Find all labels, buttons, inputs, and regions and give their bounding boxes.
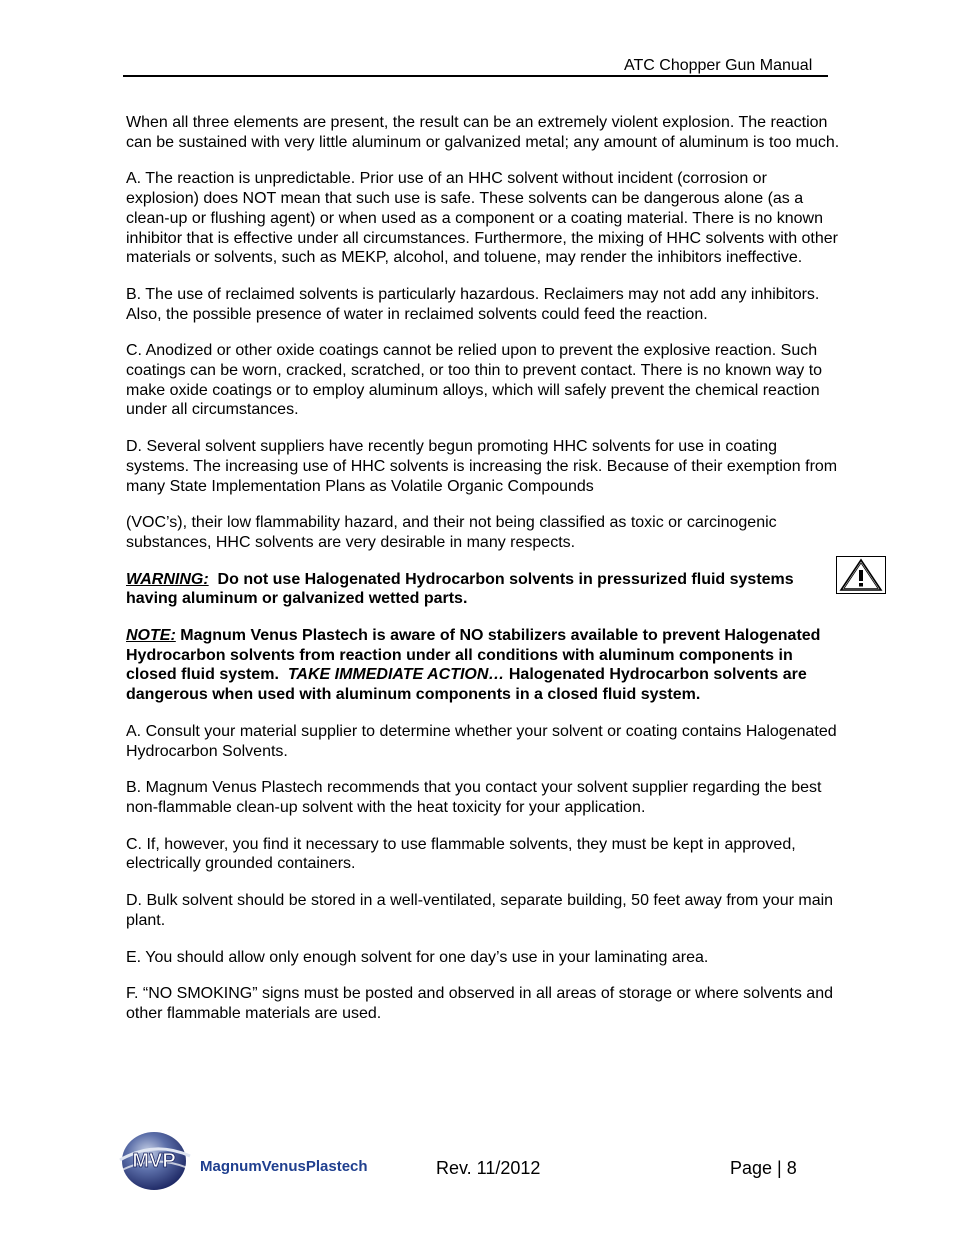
paragraph-intro: When all three elements are present, the result can be an extremely violent explosion. The reaction can be sustained with very little aluminum or galvanized metal; any amount of aluminum is too much. (126, 114, 840, 151)
paragraph-c: C. Anodized or other oxide coatings cannot be relied upon to prevent the explosive reaction. Such coatings can be worn, cracked, scratched, or too thin to prevent contact. There is no known way to make oxide coatings or to employ aluminum alloys, which will safely prevent the chemical reaction under all circumstances. (126, 342, 823, 419)
paragraph-list-a: A. Consult your material supplier to determine whether your solvent or coating contains Halogenated Hydrocarbon Solvents. (126, 722, 837, 760)
paragraph-list-f: F. “NO SMOKING” signs must be posted and observed in all areas of storage or where solvents and other flammable materials are used. (126, 985, 833, 1022)
header-title: ATC Chopper Gun Manual (624, 57, 813, 74)
warning-triangle-icon (836, 556, 886, 594)
paragraph-list-c: C. If, however, you find it necessary to use flammable solvents, they must be kept in approved, electrically grounded containers. (126, 835, 796, 873)
paragraph-list-b: B. Magnum Venus Plastech recommends that you contact your solvent supplier regarding the best non-flammable clean-up solvent with the heat toxicity for your application. (126, 779, 822, 816)
paragraph-d: D. Several solvent suppliers have recently begun promoting HHC solvents for use in coating systems. The increasing use of HHC solvents is increasing the risk. Because of their exemption from many State Implementation Plans as Volatile Organic Compounds (126, 438, 838, 495)
note-action: TAKE IMMEDIATE ACTION… (287, 666, 505, 684)
note-label: NOTE: (126, 627, 176, 645)
paragraph-b: B. The use of reclaimed solvents is particularly hazardous. Reclaimers may not add any inhibitors. Also, the possible presence of water in reclaimed solvents could feed the reaction. (126, 285, 820, 323)
warning-label: WARNING: (126, 570, 209, 588)
paragraph-voc: (VOC’s), their low flammability hazard, and their not being classified as toxic or carcinogenic substances, HHC solvents are very desirable in many respects. (126, 514, 777, 551)
warning-text: Do not use Halogenated Hydrocarbon solvents in pressurized fluid systems having aluminum or galvanized wetted parts. (126, 570, 794, 608)
paragraph-list-e: E. You should allow only enough solvent for one day’s use in your laminating area. (126, 948, 709, 966)
page-number: Page | 8 (730, 1158, 797, 1178)
note-paragraph (126, 626, 844, 705)
logo-text: MagnumVenusPlastech (200, 1158, 368, 1175)
warning-paragraph (126, 570, 844, 609)
document-body (126, 113, 844, 1041)
logo-mark: MVP (132, 1150, 176, 1172)
note-text-2: Halogenated Hydrocarbon solvents are dangerous when used with aluminum components in a closed fluid system. (126, 666, 807, 704)
header-rule (123, 75, 828, 77)
company-logo (118, 1130, 403, 1192)
revision-label: Rev. 11/2012 (436, 1158, 541, 1178)
note-text-1: Magnum Venus Plastech is aware of NO stabilizers available to prevent Halogenated Hydrocarbon solvents from reaction under all conditions with aluminum components in closed fluid system. (126, 627, 821, 684)
paragraph-list-d: D. Bulk solvent should be stored in a well-ventilated, separate building, 50 feet away from your main plant. (126, 892, 834, 929)
paragraph-a: A. The reaction is unpredictable. Prior use of an HHC solvent without incident (corrosion or explosion) does NOT mean that such use is safe. These solvents can be dangerous alone (as a clean-up or flushing agent) or when used as a component or a coating material. There is no known inhibitor that is effective under all circumstances. Furthermore, the mixing of HHC solvents with other materials or solvents, such as MEKP, alcohol, and toluene, may render the inhibitors ineffective. (126, 170, 838, 267)
